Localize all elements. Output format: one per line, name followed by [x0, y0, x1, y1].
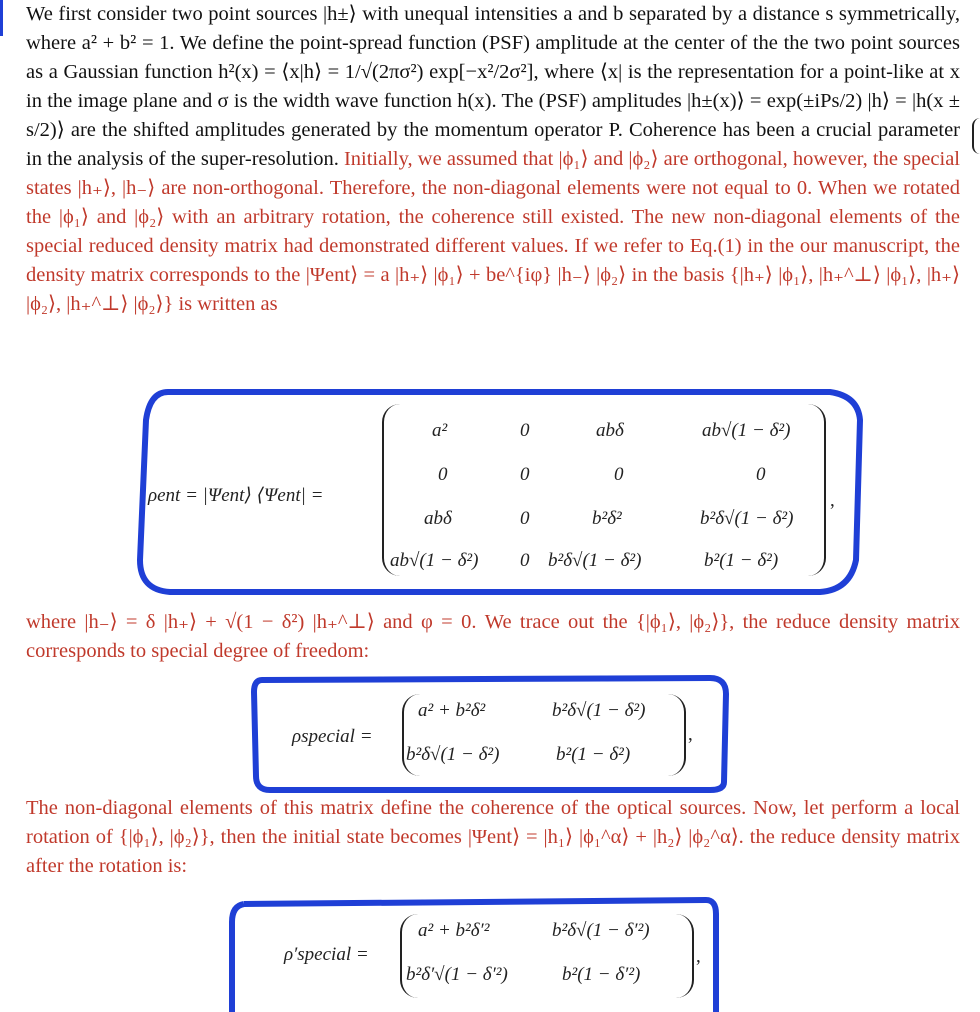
matrix-cell: 0 [756, 464, 766, 485]
matrix-cell: b²δ² [592, 508, 622, 529]
matrix-cell: b²δ′√(1 − δ′²) [406, 964, 508, 985]
paragraph-rotation-text: The non-diagonal elements of this matrix define the coherence of the optical sources. Now, let perform a local rotation of {|ϕ₁⟩, |ϕ₂⟩}, then the initial state becomes |Ψent⟩ = |h₁⟩ |ϕ₁^α⟩ + |h₂⟩ |ϕ₂^α⟩. the reduce density matrix after the rotation is: [26, 797, 960, 877]
matrix-cell: b²δ√(1 − δ²) [406, 744, 500, 765]
matrix-cell: 0 [520, 420, 530, 441]
margin-bracket [972, 118, 980, 154]
matrix-cell: b²δ√(1 − δ′²) [552, 920, 650, 941]
matrix-cell: 0 [438, 464, 448, 485]
equation-rho-special-lhs: ρspecial = [292, 726, 373, 747]
left-annotation-mark [0, 0, 3, 36]
equation-rho-ent-lhs: ρent = |Ψent⟩ ⟨Ψent| = [148, 485, 324, 506]
matrix-cell: 0 [520, 464, 530, 485]
matrix-cell: 0 [614, 464, 624, 485]
matrix-cell: abδ [596, 420, 624, 441]
equation-comma: , [696, 946, 701, 967]
paragraph-intro-highlight: Initially, we assumed that |ϕ₁⟩ and |ϕ₂⟩ are orthogonal, however, the special states |h₊⟩, |h₋⟩ are non-orthogonal. Therefore, the non-diagonal elements were not equal to 0. When we rotated the |ϕ₁⟩ and |ϕ₂⟩ with an arbitrary rotation, the coherence still existed. The new non-diagonal elements of the special reduced density matrix had demonstrated different values. If we refer to Eq.(1) in the our manuscript, the density matrix corresponds to the |Ψent⟩ = a |h₊⟩ |ϕ₁⟩ + be^{iφ} |h₋⟩ |ϕ₂⟩ in the basis {|h₊⟩ |ϕ₁⟩, |h₊^⊥⟩ |ϕ₁⟩, |h₊⟩ |ϕ₂⟩, |h₊^⊥⟩ |ϕ₂⟩} is written as [26, 148, 960, 315]
matrix-cell: b²(1 − δ²) [556, 744, 631, 765]
matrix-cell: b²(1 − δ²) [704, 550, 779, 571]
paragraph-trace [26, 608, 960, 666]
matrix-cell: abδ [424, 508, 452, 529]
paragraph-trace-text: where |h₋⟩ = δ |h₊⟩ + √(1 − δ²) |h₊^⊥⟩ and φ = 0. We trace out the {|ϕ₁⟩, |ϕ₂⟩}, the reduce density matrix corresponds to special degree of freedom: [26, 611, 960, 662]
matrix-cell: ab√(1 − δ²) [702, 420, 791, 441]
paragraph-intro-text: We first consider two point sources |h±⟩ with unequal intensities a and b separated by a distance s symmetrically, where a² + b² = 1. We define the point-spread function (PSF) amplitude at the center of the the two point sources as a Gaussian function h²(x) = ⟨x|h⟩ = 1/√(2πσ²) exp[−x²/2σ²], where ⟨x| is the representation for a point-like at x in the image plane and σ is the width wave function h(x). The (PSF) amplitudes |h±(x)⟩ = exp(±iPs/2) |h⟩ = |h(x ± s/2)⟩ are the shifted amplitudes generated by the momentum operator P. Coherence has been a crucial parameter in the analysis of the super-resolution. [26, 3, 960, 170]
paragraph-rotation [26, 794, 960, 881]
equation-rho-special-prime-lhs: ρ′special = [284, 944, 369, 965]
matrix-cell: b²δ√(1 − δ²) [700, 508, 794, 529]
matrix-cell: b²δ√(1 − δ²) [552, 700, 646, 721]
matrix-cell: b²δ√(1 − δ²) [548, 550, 642, 571]
equation-comma: , [830, 490, 835, 511]
matrix-cell: a² [432, 420, 448, 441]
matrix-cell: a² + b²δ² [418, 700, 486, 721]
matrix-cell: ab√(1 − δ²) [390, 550, 479, 571]
matrix-cell: a² + b²δ′² [418, 920, 490, 941]
matrix-cell: 0 [520, 550, 530, 571]
equation-comma: , [688, 724, 693, 745]
matrix-cell: b²(1 − δ′²) [562, 964, 641, 985]
paragraph-intro [26, 0, 960, 319]
matrix-cell: 0 [520, 508, 530, 529]
